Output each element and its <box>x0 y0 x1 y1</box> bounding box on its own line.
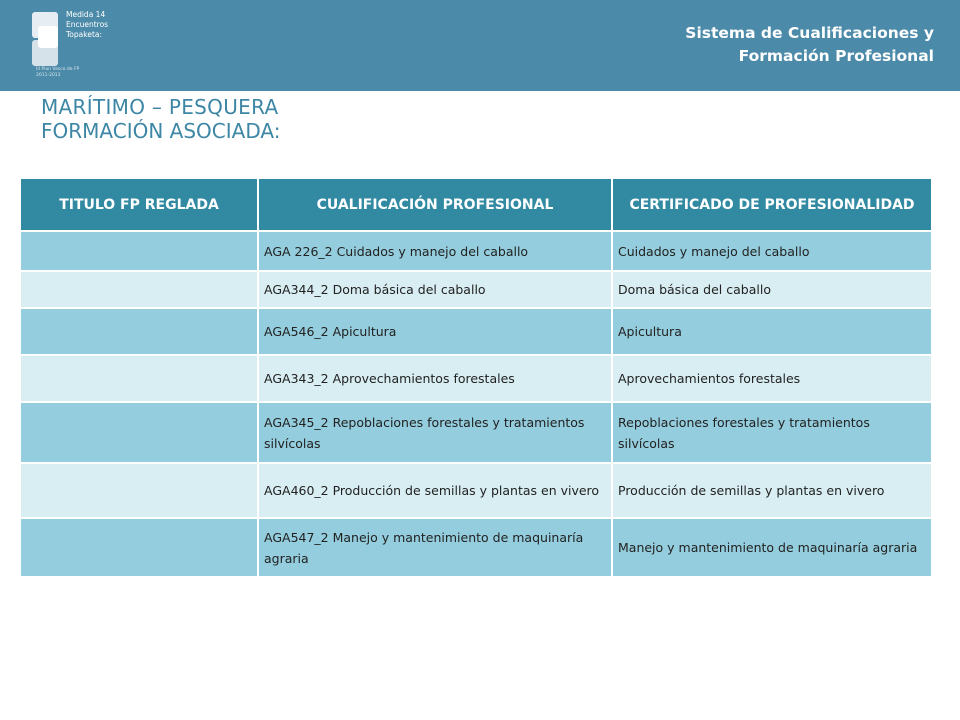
header-cualificacion: CUALIFICACIÓN PROFESIONAL <box>258 178 612 231</box>
formacion-table <box>19 177 933 578</box>
table-header-row <box>20 178 932 231</box>
logo-line: Encuentros <box>66 20 109 29</box>
table-row <box>20 355 932 402</box>
table-row <box>20 271 932 308</box>
section-subtitle: FORMACIÓN ASOCIADA: <box>41 119 281 143</box>
cell-certificado: Producción de semillas y plantas en vivero <box>612 463 932 518</box>
table-row <box>20 308 932 355</box>
header-titulo: TITULO FP REGLADA <box>20 178 258 231</box>
cell-cualificacion: AGA344_2 Doma básica del caballo <box>258 271 612 308</box>
logo-small-text <box>36 67 79 79</box>
logo-small-line: III Plan Vasco de FP <box>36 67 80 72</box>
logo-square-icon <box>38 26 58 48</box>
logo-line: Medida 14 <box>66 10 106 19</box>
section-title <box>41 95 280 143</box>
table-row <box>20 463 932 518</box>
cell-certificado: Apicultura <box>612 308 932 355</box>
cell-titulo <box>20 271 258 308</box>
cell-titulo <box>20 518 258 577</box>
logo-line: Topaketa: <box>66 30 103 39</box>
header-band <box>0 0 960 91</box>
medida-14-logo <box>32 10 122 86</box>
table-row <box>20 402 932 463</box>
cell-titulo <box>20 402 258 463</box>
cell-certificado: Repoblaciones forestales y tratamientos silvícolas <box>612 402 932 463</box>
cell-titulo <box>20 308 258 355</box>
cell-cualificacion: AGA343_2 Aprovechamientos forestales <box>258 355 612 402</box>
table-row <box>20 231 932 271</box>
cell-certificado: Cuidados y manejo del caballo <box>612 231 932 271</box>
logo-text <box>66 10 108 40</box>
cell-cualificacion: AGA460_2 Producción de semillas y plantas en vivero <box>258 463 612 518</box>
logo-small-line: 2011-2013 <box>36 73 61 78</box>
system-title-line: Sistema de Cualificaciones y <box>685 24 934 42</box>
cell-certificado: Aprovechamientos forestales <box>612 355 932 402</box>
cell-titulo <box>20 231 258 271</box>
system-title-line: Formación Profesional <box>738 47 934 65</box>
cell-titulo <box>20 355 258 402</box>
section-title-line: MARÍTIMO – PESQUERA <box>41 95 279 119</box>
cell-cualificacion: AGA 226_2 Cuidados y manejo del caballo <box>258 231 612 271</box>
system-title <box>685 22 934 68</box>
cell-titulo <box>20 463 258 518</box>
cell-certificado: Manejo y mantenimiento de maquinaría agraria <box>612 518 932 577</box>
cell-cualificacion: AGA547_2 Manejo y mantenimiento de maquinaría agraria <box>258 518 612 577</box>
cell-certificado: Doma básica del caballo <box>612 271 932 308</box>
cell-cualificacion: AGA546_2 Apicultura <box>258 308 612 355</box>
header-certificado: CERTIFICADO DE PROFESIONALIDAD <box>612 178 932 231</box>
cell-cualificacion: AGA345_2 Repoblaciones forestales y tratamientos silvícolas <box>258 402 612 463</box>
table-row <box>20 518 932 577</box>
